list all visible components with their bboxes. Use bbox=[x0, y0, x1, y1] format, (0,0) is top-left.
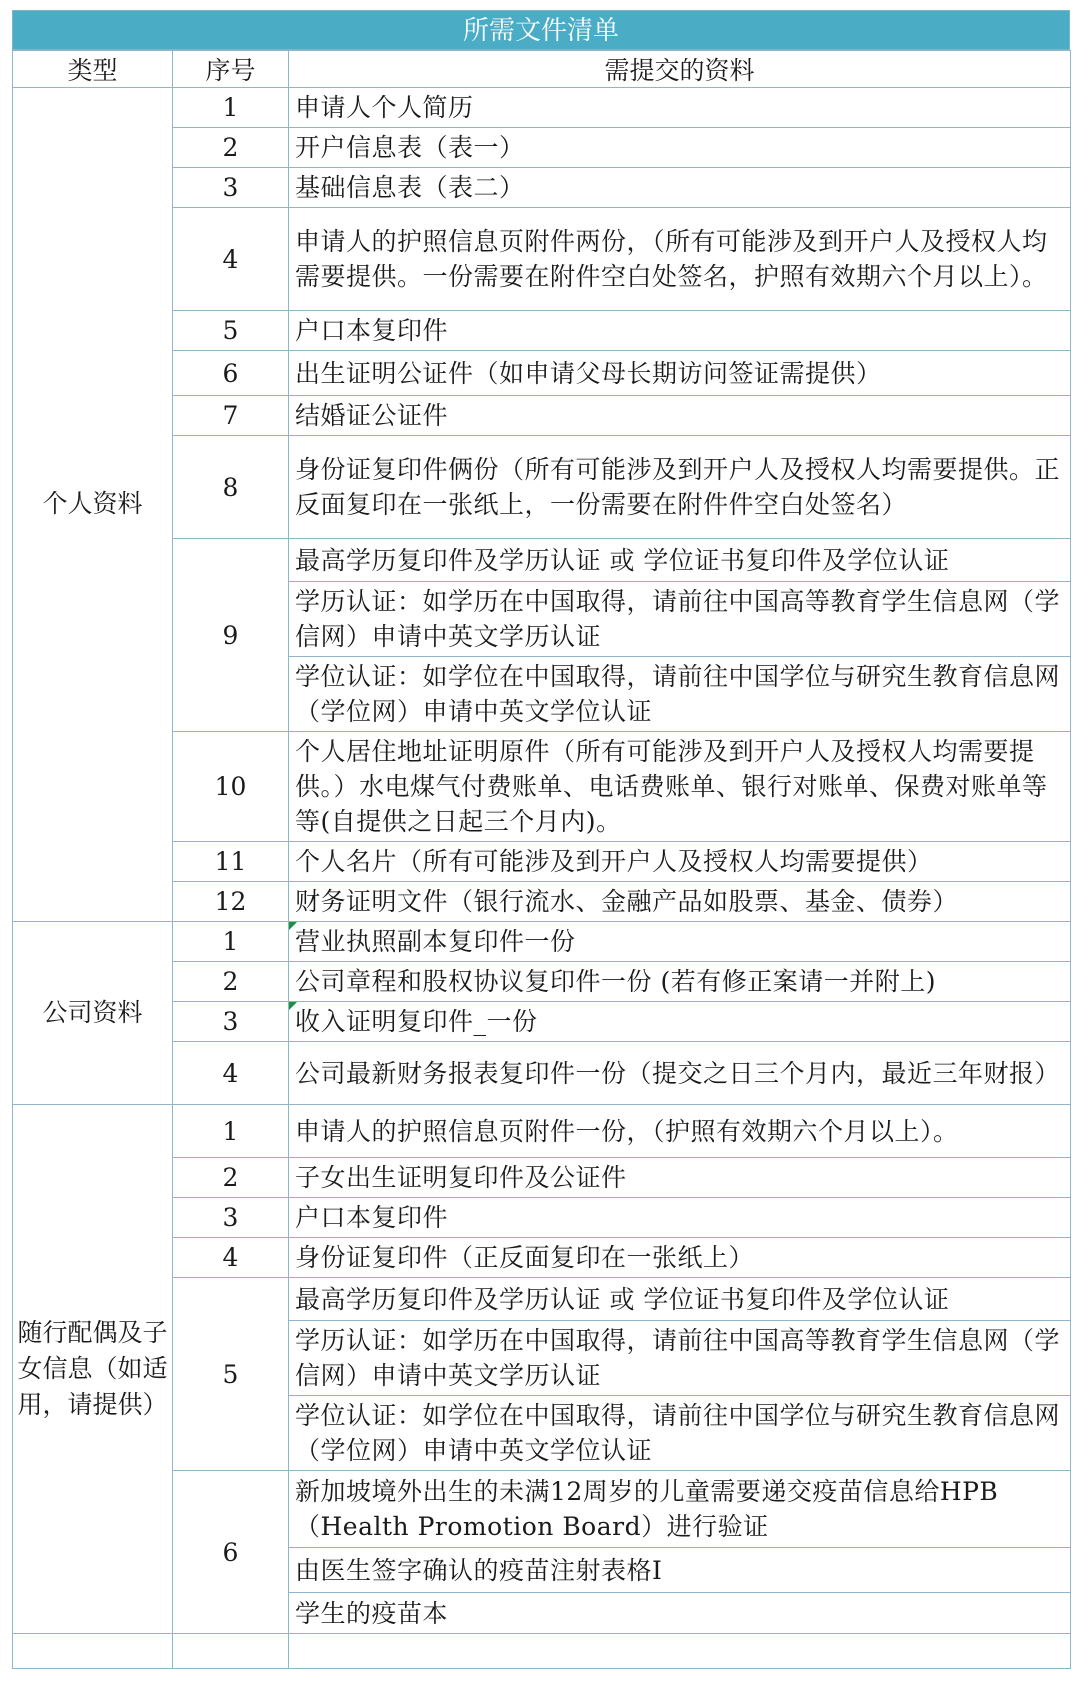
row-number: 1 bbox=[173, 88, 289, 128]
header-type: 类型 bbox=[13, 51, 173, 88]
row-number: 1 bbox=[173, 922, 289, 962]
document-item: 申请人的护照信息页附件一份，（护照有效期六个月以上）。 bbox=[289, 1105, 1071, 1158]
row-number: 4 bbox=[173, 1042, 289, 1105]
row-number: 10 bbox=[173, 732, 289, 842]
document-item: 身份证复印件俩份（所有可能涉及到开户人及授权人均需要提供。正反面复印在一张纸上，一份需要在附件件空白处签名） bbox=[289, 436, 1071, 539]
empty-cell bbox=[13, 1634, 173, 1669]
document-item: 个人名片（所有可能涉及到开户人及授权人均需要提供） bbox=[289, 842, 1071, 882]
document-item: 申请人的护照信息页附件两份，（所有可能涉及到开户人及授权人均需要提供。一份需要在附件空白处签名，护照有效期六个月以上）。 bbox=[289, 208, 1071, 311]
empty-cell bbox=[289, 1634, 1071, 1669]
row-number: 2 bbox=[173, 962, 289, 1002]
row-number: 5 bbox=[173, 311, 289, 351]
category-family: 随行配偶及子女信息（如适用，请提供） bbox=[13, 1105, 173, 1634]
table-title: 所需文件清单 bbox=[12, 10, 1070, 50]
empty-cell bbox=[173, 1634, 289, 1669]
document-item: 学历认证：如学历在中国取得，请前往中国高等教育学生信息网（学信网）申请中英文学历认证 bbox=[289, 1321, 1071, 1396]
table-row bbox=[13, 922, 1071, 962]
document-item: 公司最新财务报表复印件一份（提交之日三个月内，最近三年财报） bbox=[289, 1042, 1071, 1105]
document-item: 新加坡境外出生的未满12周岁的儿童需要递交疫苗信息给HPB（Health Promotion Board）进行验证 bbox=[289, 1471, 1071, 1548]
row-number: 12 bbox=[173, 882, 289, 922]
document-item: 由医生签字确认的疫苗注射表格Ⅰ bbox=[289, 1548, 1071, 1593]
document-item: 个人居住地址证明原件（所有可能涉及到开户人及授权人均需要提供。）水电煤气付费账单、电话费账单、银行对账单、保费对账单等等(自提供之日起三个月内)。 bbox=[289, 732, 1071, 842]
row-number: 2 bbox=[173, 128, 289, 168]
document-item: 结婚证公证件 bbox=[289, 396, 1071, 436]
document-item: 子女出生证明复印件及公证件 bbox=[289, 1158, 1071, 1198]
header-number: 序号 bbox=[173, 51, 289, 88]
empty-row bbox=[13, 1634, 1071, 1669]
document-item: 最高学历复印件及学历认证 或 学位证书复印件及学位认证 bbox=[289, 1278, 1071, 1321]
table-row bbox=[13, 88, 1071, 128]
category-personal: 个人资料 bbox=[13, 88, 173, 922]
document-item: 营业执照副本复印件一份 bbox=[289, 922, 1071, 962]
document-item: 财务证明文件（银行流水、金融产品如股票、基金、债券） bbox=[289, 882, 1071, 922]
table-body bbox=[13, 88, 1071, 1669]
document-item: 户口本复印件 bbox=[289, 311, 1071, 351]
table-row bbox=[13, 1105, 1071, 1158]
row-number: 4 bbox=[173, 1238, 289, 1278]
row-number: 9 bbox=[173, 539, 289, 732]
document-item: 公司章程和股权协议复印件一份 (若有修正案请一并附上) bbox=[289, 962, 1071, 1002]
row-number: 1 bbox=[173, 1105, 289, 1158]
category-company: 公司资料 bbox=[13, 922, 173, 1105]
document-item: 出生证明公证件（如申请父母长期访问签证需提供） bbox=[289, 351, 1071, 396]
document-item: 收入证明复印件_一份 bbox=[289, 1002, 1071, 1042]
document-item: 开户信息表（表一） bbox=[289, 128, 1071, 168]
header-documents: 需提交的资料 bbox=[289, 51, 1071, 88]
document-item: 户口本复印件 bbox=[289, 1198, 1071, 1238]
row-number: 4 bbox=[173, 208, 289, 311]
document-item: 最高学历复印件及学历认证 或 学位证书复印件及学位认证 bbox=[289, 539, 1071, 582]
document-item: 身份证复印件（正反面复印在一张纸上） bbox=[289, 1238, 1071, 1278]
row-number: 6 bbox=[173, 1471, 289, 1634]
row-number: 3 bbox=[173, 1198, 289, 1238]
header-row bbox=[13, 51, 1071, 88]
document-item: 申请人个人简历 bbox=[289, 88, 1071, 128]
row-number: 2 bbox=[173, 1158, 289, 1198]
document-item: 学位认证：如学位在中国取得，请前往中国学位与研究生教育信息网（学位网）申请中英文学位认证 bbox=[289, 1396, 1071, 1471]
row-number: 3 bbox=[173, 1002, 289, 1042]
document-item: 基础信息表（表二） bbox=[289, 168, 1071, 208]
row-number: 3 bbox=[173, 168, 289, 208]
row-number: 5 bbox=[173, 1278, 289, 1471]
document-item: 学历认证：如学历在中国取得，请前往中国高等教育学生信息网（学信网）申请中英文学历认证 bbox=[289, 582, 1071, 657]
document-item: 学位认证：如学位在中国取得，请前往中国学位与研究生教育信息网（学位网）申请中英文学位认证 bbox=[289, 657, 1071, 732]
row-number: 8 bbox=[173, 436, 289, 539]
requirements-table bbox=[12, 50, 1071, 1669]
row-number: 11 bbox=[173, 842, 289, 882]
document-item: 学生的疫苗本 bbox=[289, 1593, 1071, 1634]
document bbox=[12, 10, 1070, 1669]
row-number: 6 bbox=[173, 351, 289, 396]
row-number: 7 bbox=[173, 396, 289, 436]
